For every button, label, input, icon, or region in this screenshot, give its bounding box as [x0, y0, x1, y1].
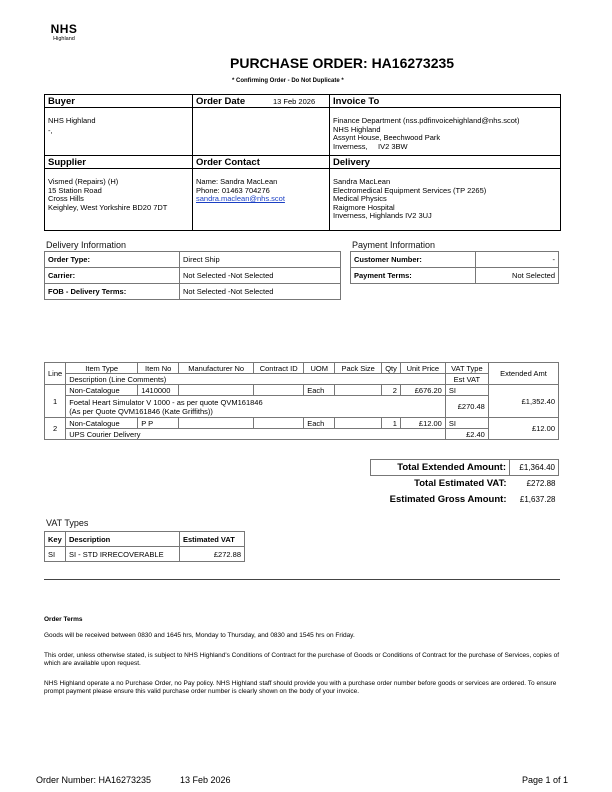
item-est-vat: £270.48	[445, 396, 488, 418]
contact-name: Name: Sandra MacLean	[196, 177, 278, 186]
payment-info-label: Payment Terms:	[351, 268, 476, 284]
payment-info-value: -	[476, 252, 559, 268]
col-uom: UOM	[304, 363, 335, 374]
terms-title: Order Terms	[44, 616, 83, 623]
item-manufacturer-no	[179, 385, 254, 396]
item-uom: Each	[304, 418, 335, 429]
item-line: 1	[45, 385, 66, 418]
terms-paragraph: This order, unless otherwise stated, is subject to NHS Highland's Conditions of Contract for the purchase of Goods or Conditions of Contract for the purchase of Services, copies of which are available upon request.	[44, 652, 560, 667]
page-subtitle: * Confirming Order - Do Not Duplicate *	[232, 78, 344, 84]
delivery-line: Inverness, Highlands IV2 3UJ	[333, 211, 432, 220]
table-header-row	[45, 532, 245, 547]
total-extended-value: £1,364.40	[510, 460, 559, 476]
delivery-info-title: Delivery Information	[46, 240, 127, 250]
item-uom: Each	[304, 385, 335, 396]
item-unit-price: £12.00	[400, 418, 445, 429]
total-extended-label: Total Extended Amount:	[371, 460, 510, 476]
supplier-header: Supplier	[45, 156, 192, 169]
table-row	[45, 268, 341, 284]
col-item-no: Item No	[138, 363, 179, 374]
payment-info-label: Customer Number:	[351, 252, 476, 268]
payment-info-title: Payment Information	[352, 240, 436, 250]
item-description-line: (As per Quote QVM161846 (Kate Griffiths))	[69, 406, 213, 416]
item-manufacturer-no	[179, 418, 254, 429]
item-vat-type: SI	[445, 385, 488, 396]
col-item-type: Item Type	[66, 363, 138, 374]
table-row	[45, 284, 341, 300]
delivery-info-label: Carrier:	[45, 268, 180, 284]
item-description-line: Foetal Heart Simulator V 1000 - as per quote QVM161846	[69, 397, 263, 407]
delivery-info-table	[44, 251, 341, 300]
item-est-vat: £2.40	[445, 429, 488, 440]
table-header-row	[45, 374, 559, 385]
terms-paragraph: Goods will be received between 0830 and 1645 hrs, Monday to Thursday, and 0830 and 1545 hrs on Friday.	[44, 632, 355, 639]
footer-date: 13 Feb 2026	[180, 775, 231, 785]
page-title: PURCHASE ORDER: HA16273235	[230, 55, 455, 71]
gross-amount-label: Estimated Gross Amount:	[389, 494, 507, 505]
delivery-line: Medical Physics	[333, 194, 387, 203]
order-contact-box	[192, 155, 330, 231]
col-vat-type: VAT Type	[445, 363, 488, 374]
item-contract-id	[254, 385, 304, 396]
col-pack-size: Pack Size	[335, 363, 382, 374]
table-row	[45, 547, 245, 562]
table-row	[351, 252, 559, 268]
supplier-line: Vismed (Repairs) (H)	[48, 177, 119, 186]
totals-row	[371, 492, 559, 508]
table-row	[45, 418, 559, 429]
item-no: P P	[138, 418, 179, 429]
col-contract-id: Contract ID	[254, 363, 304, 374]
delivery-info-value: Not Selected -Not Selected	[180, 284, 341, 300]
item-pack-size	[335, 418, 382, 429]
total-vat-label: Total Estimated VAT:	[414, 478, 507, 490]
item-vat-type: SI	[445, 418, 488, 429]
col-est-vat: Est VAT	[445, 374, 488, 385]
invoice-to-header: Invoice To	[330, 95, 560, 108]
item-extended-amt: £1,352.40	[488, 385, 558, 418]
delivery-header: Delivery	[330, 156, 560, 169]
invoice-line: NHS Highland	[333, 124, 381, 134]
supplier-line: 15 Station Road	[48, 185, 102, 195]
item-type: Non-Catalogue	[66, 418, 138, 429]
totals-row	[371, 460, 559, 476]
totals-row	[371, 476, 559, 492]
order-date-header: Order Date	[196, 96, 246, 107]
footer-order-number: Order Number: HA16273235	[36, 775, 152, 785]
col-qty: Qty	[382, 363, 401, 374]
col-line: Line	[45, 363, 66, 385]
item-unit-price: £676.20	[400, 385, 445, 396]
buyer-box	[44, 94, 193, 156]
vat-estimated: £272.88	[180, 547, 245, 562]
buyer-line: NHS Highland	[48, 116, 96, 125]
item-qty: 1	[382, 418, 401, 429]
delivery-info-value: Not Selected -Not Selected	[180, 268, 341, 284]
delivery-info-value: Direct Ship	[180, 252, 341, 268]
col-manufacturer-no: Manufacturer No	[179, 363, 254, 374]
vat-types-title: VAT Types	[46, 518, 89, 528]
col-extended-amt: Extended Amt	[488, 363, 558, 385]
contact-email-link[interactable]: sandra.maclean@nhs.scot	[196, 194, 285, 203]
invoice-line: Finance Department (nss.pdfinvoicehighland@nhs.scot)	[333, 116, 520, 125]
payment-info-table	[350, 251, 559, 284]
delivery-box	[329, 155, 561, 231]
item-type: Non-Catalogue	[66, 385, 138, 396]
col-description: Description (Line Comments)	[66, 374, 446, 385]
table-row	[45, 385, 559, 396]
delivery-line: Electromedical Equipment Services (TP 2265)	[333, 185, 487, 195]
delivery-info-label: Order Type:	[45, 252, 180, 268]
item-contract-id	[254, 418, 304, 429]
table-header-row	[45, 363, 559, 374]
item-description	[66, 396, 446, 418]
vat-key: SI	[45, 547, 66, 562]
item-extended-amt: £12.00	[488, 418, 558, 440]
buyer-line: -,	[48, 125, 53, 135]
logo-sub: Highland	[53, 36, 75, 42]
buyer-header: Buyer	[45, 95, 192, 108]
nhs-logo	[44, 22, 84, 42]
table-row	[45, 429, 559, 440]
item-pack-size	[335, 385, 382, 396]
invoice-line: Inverness, IV2 3BW	[333, 141, 408, 151]
order-date-value: 13 Feb 2026	[273, 97, 316, 106]
col-unit-price: Unit Price	[400, 363, 445, 374]
supplier-line: Keighley, West Yorkshire BD20 7DT	[48, 202, 168, 212]
vat-col-description: Description	[66, 532, 180, 547]
item-line: 2	[45, 418, 66, 440]
order-contact-header: Order Contact	[193, 156, 329, 169]
supplier-box	[44, 155, 193, 231]
supplier-line: Cross Hills	[48, 194, 84, 203]
delivery-info-label: FOB - Delivery Terms:	[45, 284, 180, 300]
table-row	[351, 268, 559, 284]
total-vat-value: £272.88	[526, 479, 556, 489]
footer-page: Page 1 of 1	[522, 775, 569, 785]
table-row	[45, 252, 341, 268]
terms-paragraph: NHS Highland operate a no Purchase Order, no Pay policy. NHS Highland staff should provide you with a purchase order number before goods or services are ordered. To ensure prompt payment please ensure this valid purchase order number is clearly shown on the body of your invoice.	[44, 680, 557, 695]
vat-description: SI - STD IRRECOVERABLE	[66, 547, 180, 562]
delivery-line: Sandra MacLean	[333, 177, 391, 186]
line-items-table	[44, 362, 559, 440]
vat-col-key: Key	[45, 532, 66, 547]
invoice-to-box	[329, 94, 561, 156]
divider	[44, 579, 560, 580]
vat-types-table	[44, 531, 245, 562]
vat-col-estimated: Estimated VAT	[180, 532, 245, 547]
gross-amount-value: £1,637.28	[519, 495, 556, 504]
contact-phone: Phone: 01463 704276	[196, 185, 270, 195]
totals-table	[370, 459, 559, 508]
table-row	[45, 396, 559, 418]
item-description: UPS Courier Delivery	[66, 429, 446, 440]
item-qty: 2	[382, 385, 401, 396]
order-date-box	[192, 94, 330, 156]
item-no: 1410000	[138, 385, 179, 396]
invoice-line: Assynt House, Beechwood Park	[333, 133, 441, 142]
delivery-line: Raigmore Hospital	[333, 202, 395, 212]
logo-name: NHS	[50, 22, 78, 36]
payment-info-value: Not Selected	[476, 268, 559, 284]
